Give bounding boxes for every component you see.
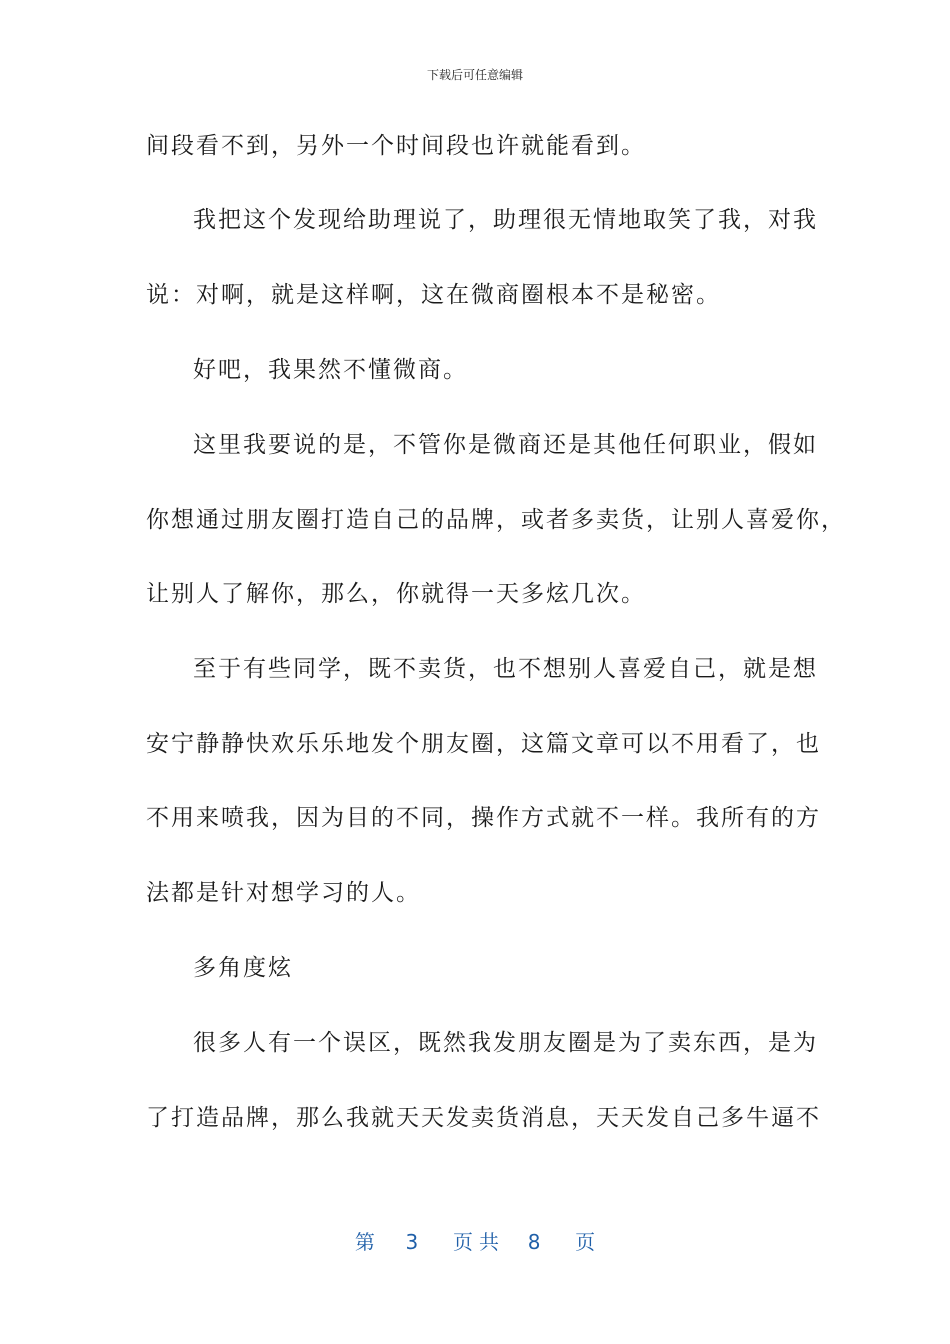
- body-line-11: 法都是针对想学习的人。: [146, 880, 421, 906]
- page-footer: [0, 1226, 950, 1255]
- section-heading: 多角度炫: [193, 955, 293, 981]
- footer-suffix: 页: [575, 1230, 596, 1254]
- body-line-2: 我把这个发现给助理说了，助理很无情地取笑了我，对我: [193, 207, 818, 233]
- body-line-8: 至于有些同学，既不卖货，也不想别人喜爱自己，就是想: [193, 656, 818, 682]
- body-line-9: 安宁静静快欢乐乐地发个朋友圈，这篇文章可以不用看了，也: [146, 731, 821, 757]
- body-line-5: 这里我要说的是，不管你是微商还是其他任何职业，假如: [193, 432, 818, 458]
- page-header: 下载后可任意编辑: [426, 68, 523, 82]
- footer-current-page: 3: [405, 1230, 419, 1254]
- footer-prefix: 第: [354, 1230, 375, 1254]
- body-line-3: 说：对啊，就是这样啊，这在微商圈根本不是秘密。: [146, 282, 721, 308]
- body-line-13: 很多人有一个误区，既然我发朋友圈是为了卖东西，是为: [193, 1030, 818, 1056]
- body-line-10: 不用来喷我，因为目的不同，操作方式就不一样。我所有的方: [146, 805, 821, 831]
- footer-middle: 页共: [453, 1230, 505, 1254]
- body-line-4: 好吧，我果然不懂微商。: [193, 357, 468, 383]
- footer-total-pages: 8: [527, 1230, 541, 1254]
- body-line-14: 了打造品牌，那么我就天天发卖货消息，天天发自己多牛逼不: [146, 1105, 821, 1131]
- body-line-1: 间段看不到，另外一个时间段也许就能看到。: [146, 133, 646, 159]
- body-line-7: 让别人了解你，那么，你就得一天多炫几次。: [146, 581, 646, 607]
- body-line-6: 你想通过朋友圈打造自己的品牌，或者多卖货，让别人喜爱你，: [146, 507, 846, 533]
